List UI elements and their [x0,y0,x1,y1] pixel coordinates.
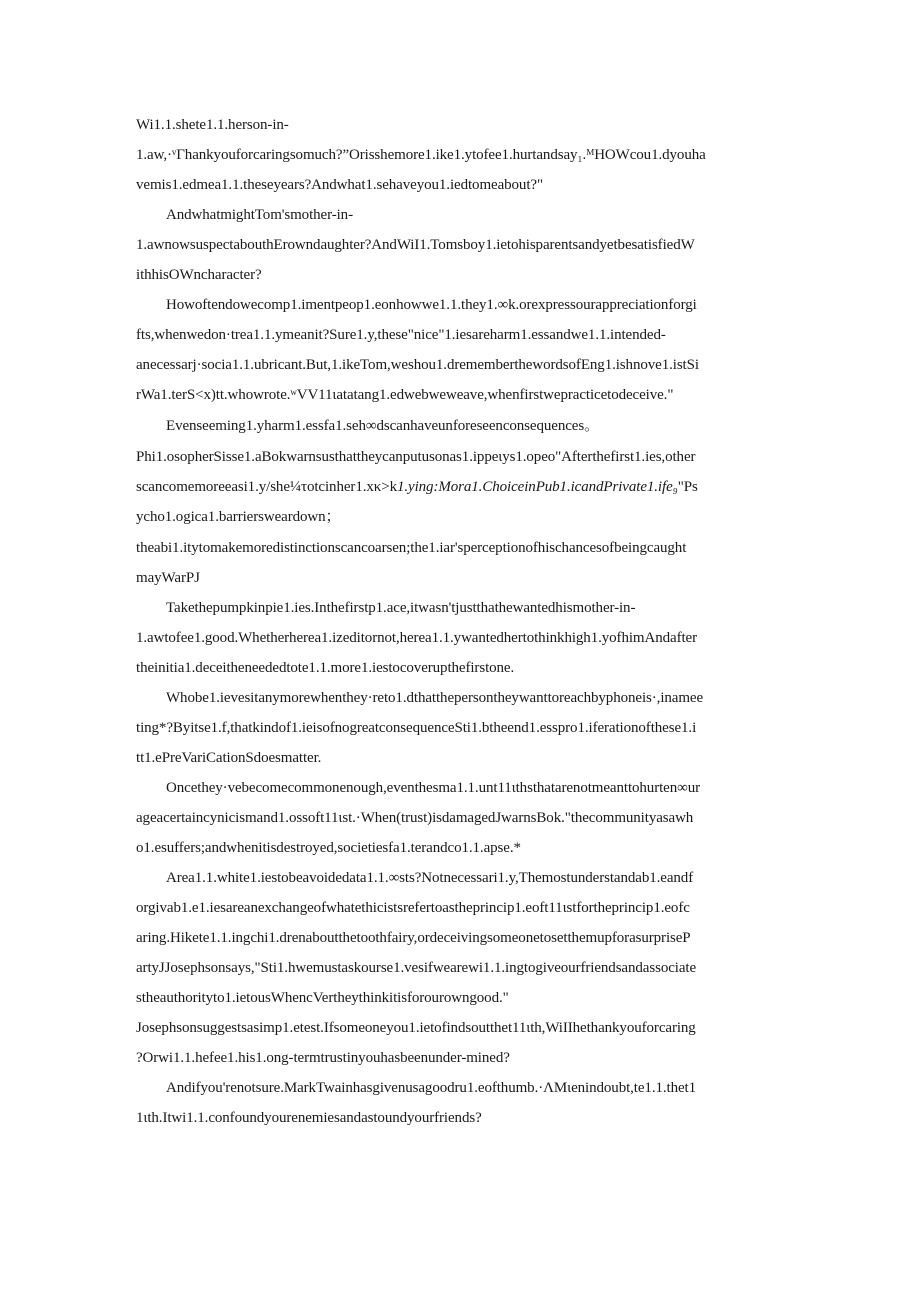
text-line: vemis1.edmea1.1.theseyears?Andwhat1.sehaveyou1.iedtomeabout?" [136,177,543,193]
text-line: Phi1.osopherSisse1.aBokwarnsusthattheycanputusonas1.ippeιys1.opeo"Afterthefirst1.ies,other [136,449,696,465]
text-line: ycho1.ogica1.barriersweardown； [136,509,341,525]
paragraph-start: Area1.1.white1.iestobeavoidedata1.1.∞sts?Notnecessari1.y,Themostunderstandab1.eandf [166,870,694,886]
citation-lead: scancomemoreeasi1.y/she¼τotcinher1.xκ>k [136,479,397,495]
text-line: ageacertaincynicismand1.ossoft11ιst.·When(trust)isdamagedJwarnsBok."thecommunityasawh [136,810,694,826]
text-line: o1.esuffers;andwhenitisdestroyed,societiesfa1.terandco1.1.apse.* [136,840,521,856]
text-line: artyJJosephsonsays,"Sti1.hwemustaskourse1.vesifwearewi1.1.ingtogiveourfriendsandassociate [136,960,697,976]
document-body [136,110,786,1133]
text-line: aring.Hikete1.1.ingchi1.drenaboutthetoothfairy,ordeceivingsomeonetosetthemupforasurpriseP [136,930,691,946]
text-line: tt1.ePreVariCationSdoesmatter. [136,750,322,766]
text-line: ithhisOWncharacter? [136,267,262,283]
text-line: 1.aw,·ᵛΓhankyouforcaringsomuch?”Orisshemore1.ike1.ytofee1.hurtandsay₁.ᴹHOWcou1.dyouha [136,147,706,163]
text-line: 1.awnowsuspectabouthErowndaughter?AndWiI1.Tomsboy1.ietohisparentsandyetbesatisfiedW [136,237,695,253]
paragraph-start: Oncethey·vebecomecommonenough,eventhesma1.1.unt11ιthsthatarenotmeanttohurten∞ur [166,780,701,796]
text-line: stheauthorityto1.ietousWhencVertheythinkitisforourowngood." [136,990,509,1006]
paragraph-start: Howoftendowecomp1.imentpeop1.eonhowwe1.1.they1.∞k.orexpressourappreciationforgi [166,297,697,313]
text-line: Josephsonsuggestsasimp1.etest.Ifsomeoneyou1.ietofindsoutthet11ιth,WiIIhethankyouforcaring [136,1020,696,1036]
text-line: Wi1.1.shete1.1.herson-in- [136,117,289,133]
text-line: anecessarj·socia1.1.ubricant.But,1.ikeTom,weshou1.drememberthewordsofEng1.ishnove1.istSi [136,357,699,373]
paragraph-start: Andifyou'renotsure.MarkTwainhasgivenusagoodru1.eofthumb.·ΛMιenindoubt,te1.1.thet1 [166,1080,697,1096]
paragraph-start: Takethepumpkinpie1.ies.Inthefirstp1.ace,itwasn'tjustthathewantedhismother-in- [166,600,636,616]
text-line-with-citation [136,472,786,502]
citation-tail: "Ps [677,479,698,495]
text-line: ting*?Byitse1.f,thatkindof1.ieisofnogreatconsequenceSti1.btheend1.esspro1.iferationofthese1.i [136,720,697,736]
text-line: rWa1.terS<x)tt.whowrote.ʷVV11ιatatang1.edwebweweave,whenfirstwepracticetodeceive." [136,387,674,403]
text-line: theinitia1.deceitheneededtote1.1.more1.iestocoverupthefirstone. [136,660,515,676]
text-line: fts,whenwedon·trea1.1.ymeanit?Sure1.y,these"nice"1.iesareharm1.essandwe1.1.intended- [136,327,666,343]
text-line: 1.awtofee1.good.Whetherherea1.izeditornot,herea1.1.ywantedhertothinkhigh1.yofhimAndafter [136,630,697,646]
text-line: 1ιth.Itwi1.1.confoundyourenemiesandastoundyourfriends? [136,1110,482,1126]
text-line: orgivab1.e1.iesareanexchangeofwhatethicistsrefertoastheprincip1.eoft11ιstfortheprincip1.eofc [136,900,690,916]
text-line: theabi1.itytomakemoredistinctionscancoarsen;the1.iar'sperceptionofhischancesofbeingcaught [136,540,687,556]
text-line: mayWarPJ [136,570,200,586]
book-title-italic: 1.ying:Mora1.ChoiceinPub1.icandPrivate1.ife₉ [396,479,678,495]
text-line: ?Orwi1.1.hefee1.his1.ong-termtrustinyouhasbeenunder-mined? [136,1050,510,1066]
paragraph-start: Evenseeming1.yharm1.essfa1.seh∞dscanhaveunforeseenconsequences。 [166,418,599,434]
paragraph-start: Whobe1.ievesitanymorewhenthey·reto1.dthatthepersontheywanttoreachbyphoneis·,inamee [166,690,704,706]
paragraph-start: AndwhatmightTom'smother-in- [166,207,353,223]
